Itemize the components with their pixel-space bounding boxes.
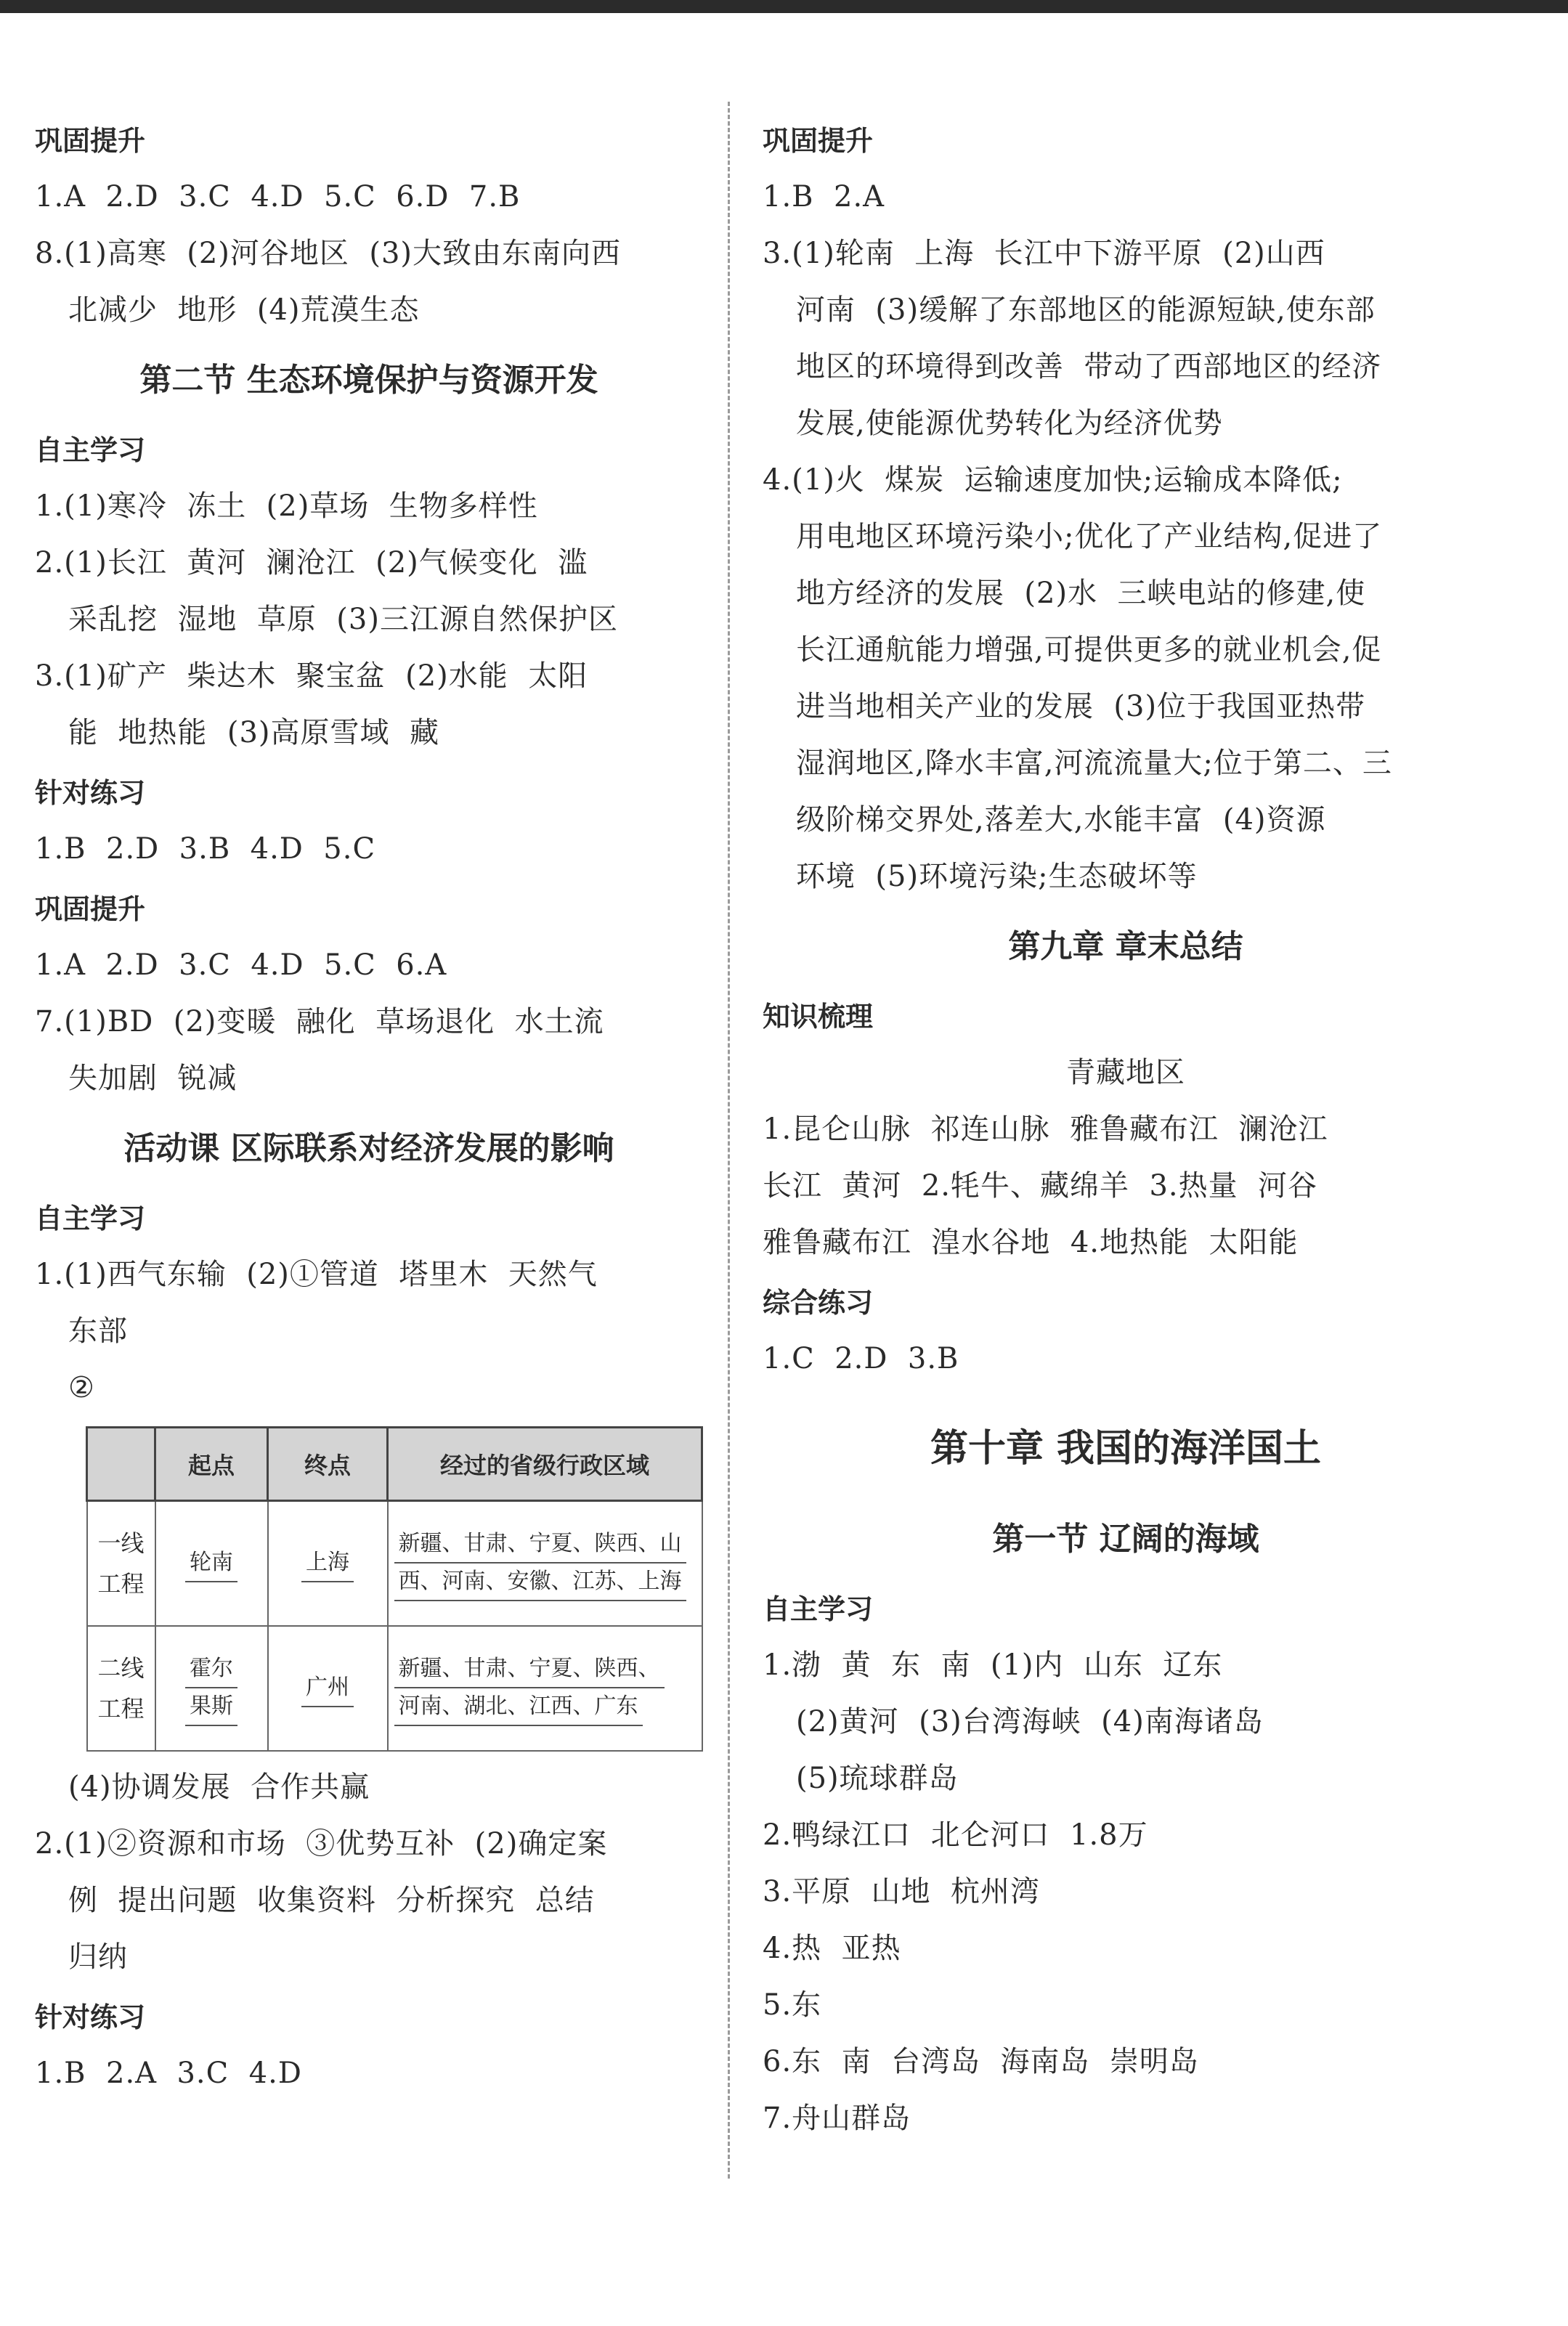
top-border-bar: [0, 0, 1568, 13]
subheading: 知识梳理: [763, 1001, 874, 1033]
table-header-cell: 经过的省级行政区域: [388, 1428, 702, 1501]
section-title: 第九章 章末总结: [1008, 928, 1243, 965]
answer-line: 地方经济的发展 (2)水 三峡电站的修建,使: [796, 577, 1366, 610]
answer-line: 地区的环境得到改善 带动了西部地区的经济: [796, 350, 1382, 383]
answer-line: 用电地区环境污染小;优化了产业结构,促进了: [796, 520, 1383, 553]
handwritten-answer: 果斯: [185, 1688, 237, 1726]
handwritten-answer: 新疆、甘肃、宁夏、陕西、: [394, 1651, 665, 1688]
answer-line: 3.(1)矿产 柴达木 聚宝盆 (2)水能 太阳: [35, 659, 588, 693]
answer-line: 1.A 2.D 3.C 4.D 5.C 6.D 7.B: [35, 180, 521, 214]
table-cell: [388, 1626, 702, 1751]
handwritten-answer: 新疆、甘肃、宁夏、陕西、山: [394, 1526, 686, 1563]
column-divider: [728, 102, 730, 2179]
handwritten-answer: 霍尔: [185, 1651, 237, 1688]
answer-line: 7.舟山群岛: [763, 2102, 911, 2135]
subheading: 针对练习: [35, 777, 146, 809]
table-row: [87, 1501, 702, 1627]
answer-line: 1.C 2.D 3.B: [763, 1342, 959, 1375]
answer-line: 7.(1)BD (2)变暖 融化 草场退化 水土流: [35, 1005, 604, 1038]
answer-line: 4.(1)火 煤炭 运输速度加快;运输成本降低;: [763, 463, 1343, 497]
chapter-title: 第十章 我国的海洋国土: [930, 1427, 1322, 1471]
subheading: 巩固提升: [35, 125, 146, 157]
subheading: 自主学习: [763, 1593, 874, 1625]
table-cell: [268, 1501, 388, 1627]
section-title: 活动课 区际联系对经济发展的影响: [123, 1130, 614, 1167]
answer-line: 6.东 南 台湾岛 海南岛 崇明岛: [763, 2045, 1199, 2078]
answer-line: 4.热 亚热: [763, 1932, 901, 1965]
answer-line: 长江通航能力增强,可提供更多的就业机会,促: [796, 633, 1382, 667]
answer-line: 5.东: [763, 1988, 822, 2022]
answer-line: 1.A 2.D 3.C 4.D 5.C 6.A: [35, 948, 447, 982]
answer-line: 3.(1)轮南 上海 长江中下游平原 (2)山西: [763, 237, 1325, 270]
answer-line: 2.鸭绿江口 北仑河口 1.8万: [763, 1818, 1148, 1852]
subheading: 巩固提升: [35, 893, 146, 925]
answer-line: 2.(1)②资源和市场 ③优势互补 (2)确定案: [35, 1827, 608, 1861]
row-label: [87, 1501, 155, 1627]
subheading: 针对练习: [35, 2001, 146, 2033]
answer-line: ②: [68, 1371, 95, 1404]
section-title: 第二节 生态环境保护与资源开发: [139, 362, 598, 399]
answer-line: 1.(1)寒冷 冻土 (2)草场 生物多样性: [35, 489, 538, 523]
answer-line: 失加剧 锐减: [68, 1062, 237, 1095]
answer-line: 1.B 2.A: [763, 180, 885, 214]
answer-line: 2.(1)长江 黄河 澜沧江 (2)气候变化 滥: [35, 546, 588, 580]
answer-line: 例 提出问题 收集资料 分析探究 总结: [68, 1884, 595, 1917]
answer-line: 1.(1)西气东输 (2)①管道 塔里木 天然气: [35, 1258, 598, 1291]
table-row: [87, 1626, 702, 1751]
table-header-cell: 起点: [155, 1428, 268, 1501]
answer-line: 级阶梯交界处,落差大,水能丰富 (4)资源: [796, 803, 1326, 837]
handwritten-answer: 轮南: [185, 1545, 237, 1582]
answer-line: 1.B 2.A 3.C 4.D: [35, 2057, 302, 2090]
answer-line: 长江 黄河 2.牦牛、藏绵羊 3.热量 河谷: [763, 1169, 1318, 1203]
answer-line: 雅鲁藏布江 湟水谷地 4.地热能 太阳能: [763, 1226, 1299, 1259]
table-header-cell: 终点: [268, 1428, 388, 1501]
handwritten-answer: 广州: [301, 1670, 354, 1707]
table-cell: [268, 1626, 388, 1751]
table-header-row: [87, 1428, 702, 1501]
subheading: 巩固提升: [763, 125, 874, 157]
table-cell: [155, 1501, 268, 1627]
answer-line: (2)黄河 (3)台湾海峡 (4)南海诸岛: [796, 1705, 1264, 1739]
subheading: 综合练习: [763, 1287, 874, 1319]
answer-line: (5)琉球群岛: [796, 1762, 959, 1795]
subheading: 自主学习: [35, 434, 146, 466]
row-label: [87, 1626, 155, 1751]
answer-line: 北减少 地形 (4)荒漠生态: [68, 293, 420, 327]
table-header-cell: [87, 1428, 155, 1501]
answer-line: 青藏地区: [1066, 1056, 1185, 1089]
answer-line: (4)协调发展 合作共赢: [68, 1770, 370, 1804]
row-label-text: 二线 工程: [97, 1654, 145, 1723]
answer-line: 1.昆仑山脉 祁连山脉 雅鲁藏布江 澜沧江: [763, 1113, 1328, 1146]
answer-line: 东部: [68, 1314, 128, 1348]
subheading: 自主学习: [35, 1203, 146, 1235]
handwritten-answer: 西、河南、安徽、江苏、上海: [394, 1563, 686, 1601]
answer-line: 采乱挖 湿地 草原 (3)三江源自然保护区: [68, 603, 618, 636]
section-title: 第一节 辽阔的海域: [992, 1521, 1259, 1558]
answer-line: 归纳: [68, 1940, 128, 1974]
answer-line: 3.平原 山地 杭州湾: [763, 1875, 1041, 1908]
table-cell: [388, 1501, 702, 1627]
row-label-text: 一线 工程: [97, 1529, 145, 1598]
left-column: [35, 109, 703, 2102]
answer-line: 1.渤 黄 东 南 (1)内 山东 辽东: [763, 1648, 1223, 1682]
answer-line: 湿润地区,降水丰富,河流流量大;位于第二、三: [796, 747, 1392, 780]
right-column: [763, 109, 1489, 2147]
answer-line: 1.B 2.D 3.B 4.D 5.C: [35, 832, 376, 866]
answer-line: 8.(1)高寒 (2)河谷地区 (3)大致由东南向西: [35, 237, 622, 270]
answer-line: 环境 (5)环境污染;生态破坏等: [796, 860, 1198, 893]
answer-line: 进当地相关产业的发展 (3)位于我国亚热带: [796, 690, 1366, 723]
table-cell: [155, 1626, 268, 1751]
answer-line: 能 地热能 (3)高原雪域 藏: [68, 716, 439, 749]
handwritten-answer: 上海: [301, 1545, 354, 1582]
answer-line: 发展,使能源优势转化为经济优势: [796, 407, 1223, 440]
pipeline-route-table: [86, 1426, 703, 1752]
answer-line: 河南 (3)缓解了东部地区的能源短缺,使东部: [796, 293, 1376, 327]
handwritten-answer: 河南、湖北、江西、广东: [394, 1688, 643, 1726]
